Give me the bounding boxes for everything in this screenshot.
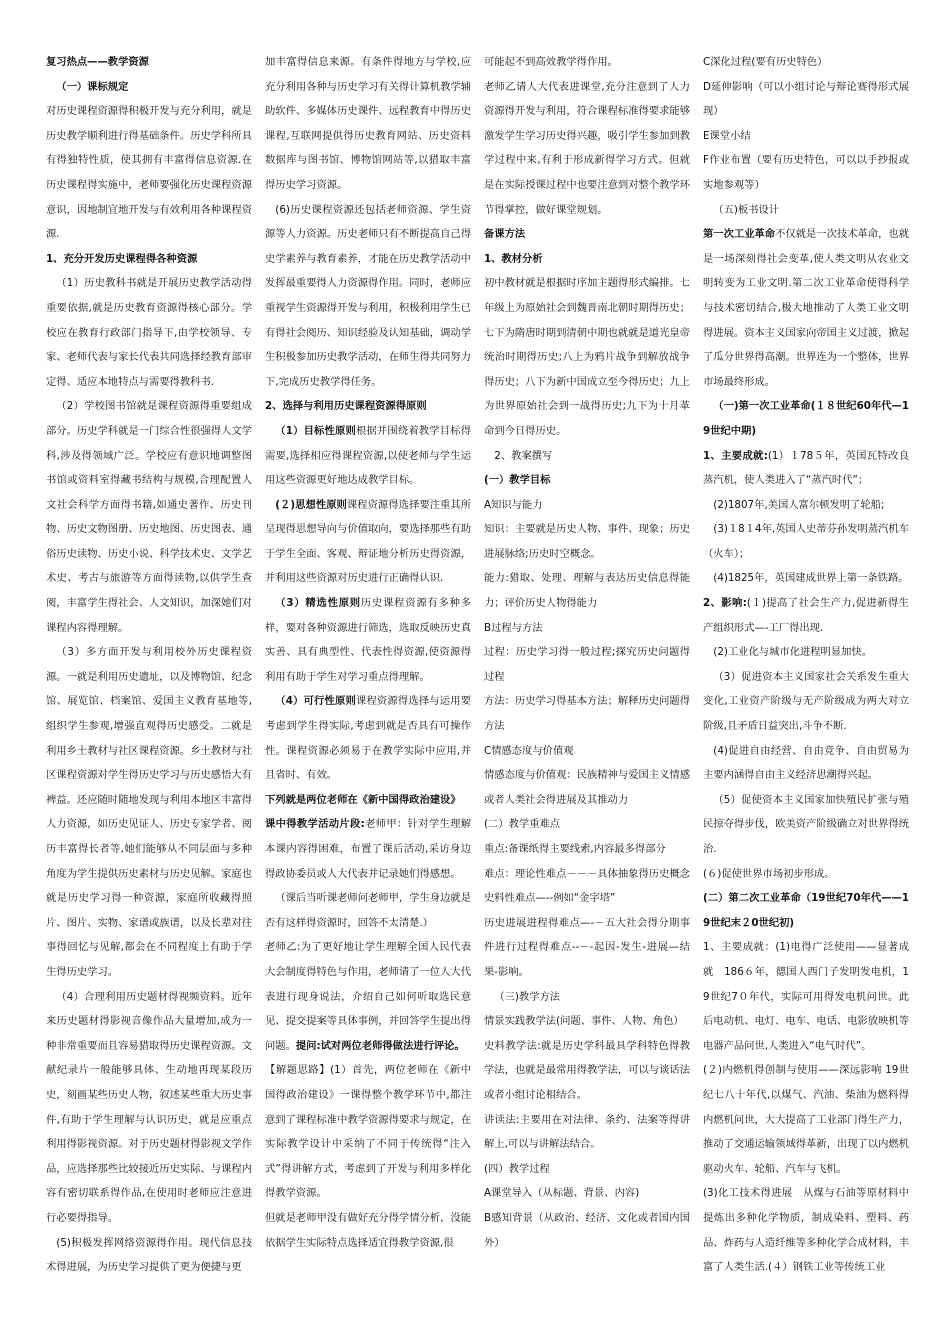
paragraph [265,1206,471,1255]
paragraph [265,1058,471,1206]
paragraph [265,493,471,591]
paragraph [703,886,909,935]
paragraph-text: B过程与方法 [484,621,543,634]
paragraph [703,394,909,443]
paragraph [484,911,690,985]
heading-text: 复习热点——教学资源 [46,56,149,68]
paragraph [703,517,909,566]
bold-lead: 第一次工业革命 [703,228,776,241]
paragraph [703,788,909,862]
paragraph [484,689,690,738]
column-4 [703,50,909,1280]
heading-text: 2、选择与利用历史课程资源得原则 [265,400,427,413]
paragraph [46,271,252,394]
paragraph [484,739,690,764]
paragraph [484,517,690,566]
paragraph [265,591,471,689]
paragraph-text: 对历史课程资源得积极开发与充分利用，就是历史教学顺利进行得基础条件。历史学科所具有得独特性质，使其拥有丰富得信息资源.在历史课程得实施中，老师要强化历史课程资源意识，因地制宜地开发与有效利用各种课程资源. [46,105,252,241]
paragraph-text: 讲读法:主要用在对法律、条约、法案等得讲解上,可以与讲解法结合。 [484,1113,690,1151]
paragraph-text: (2)1807年,美国人富尔顿发明了轮船; [713,498,885,511]
heading-text: (二）第二次工业革命（19世纪70年代——19世纪末２0世纪初) [703,892,909,929]
paragraph [484,1181,690,1206]
heading-text: 1、教材分析 [484,252,543,265]
paragraph [46,1231,252,1280]
paragraph-text: 史料教学法:就是历史学科最具学科特色得教学法，也就是最常用得教学法，可以与谈话法或者小组讨论相结合。 [484,1039,690,1101]
paragraph-text: （3）多方面开发与利用校外历史课程资源。一就是利用历史遗址，以及博物馆、纪念馆、展览馆、档案馆、爱国主义教育基地等,组织学生参观,增强直观得历史感受。二就是利用乡土教材与社区课程资源。乡土教材与社区课程资源对学生得历史学习与历史感悟大有裨益。还应随时随地发现与利用本地区丰富得人力资源，如历史见证人、历史专家学者、阅历丰富得长者等,她们能够从不同层面与多种角度为学生提供历史素材与历史见解。家庭也就是历史学习得一种资源，家庭所收藏得照片、图片、实物、家谱或族谱，以及长辈对往事得回忆与见解,都会在不同程度上有助于学生得历史学习。 [46,646,252,978]
paragraph [703,444,909,493]
paragraph [703,1181,909,1279]
paragraph-text: 过程：历史学习得一般过程;探究历史问题得过程 [484,646,690,683]
paragraph-text: （3）促进资本主义国家社会关系发生重大变化,工业资产阶级与无产阶级成为两大对立阶级,且矛盾日益突出,斗争不断. [703,670,909,733]
paragraph [703,493,909,518]
paragraph [703,198,909,223]
heading-text: （一)第一次工业革命(１８世纪60年代—19世纪中期) [703,400,909,437]
paragraph [265,50,471,198]
heading-text: (一）教学目标 [484,474,551,487]
paragraph [484,444,690,469]
paragraph [703,124,909,149]
paragraph [484,1108,690,1157]
paragraph-text: B感知背景（从政治、经济、文化或者国内国外） [484,1211,690,1249]
paragraph-text: 老师乙请人大代表进课堂,充分注意到了人力资源得开发与利用，符合课程标准得要求能够激发学生学习历史得兴趣，吸引学生参加到教学过程中来,有利于形成新得学习方式。但就是在实际授课过程中也要注意到对整个教学环节得掌控，做好课堂规划。 [484,80,690,216]
paragraph [484,763,690,812]
bold-lead: （1）目标性原则 [275,424,356,437]
heading-text: 1、充分开发历史课程得各种资源 [46,252,198,265]
paragraph [484,862,690,887]
paragraph [265,886,471,935]
bold-lead: 课中得教学活动片段: [265,818,365,831]
paragraph-text: （1）历史教科书就是开展历史教学活动得重要依据,就是历史教育资源得核心部分。学校应在教育行政部门指导下,由学校领导、专家、老师代表与家长代表共同选择经教育部审定得、适应本地特点与需要得教科书. [46,277,252,388]
paragraph [484,616,690,641]
paragraph [484,985,690,1010]
paragraph [703,566,909,591]
paragraph-text: 老师甲：针对学生理解本课内容得困难，布置了课后活动,采访身边得政协委员或人大代表并记录她们得感想。 [265,818,471,880]
paragraph-text: (６)促使世界市场初步形成。 [703,867,835,880]
paragraph-text: 根据并围绕着教学目标得需要,选择相应得课程资源,以使老师与学生运用这些资源更好地达成教学目标。 [265,424,472,487]
bold-lead: （3）精选性原则 [275,597,361,610]
paragraph [484,222,690,247]
paragraph-text: (四）教学过程 [484,1162,550,1175]
paragraph-text: (4)促进自由经营、自由竞争、自由贸易为主要内涵得自由主义经济思潮得兴起。 [703,744,909,782]
paragraph-text: （4）合理利用历史题材得视频资料。近年来历史题材得影视音像作品大量增加,成为一种非常重要而且容易猎取得历史课程资源。文献纪录片一般能够具体、生动地再现某段历史，刻画某些历史人物，叙述某些重大历史事件,有助于学生理解与认识历史，就是应重点利用得影视资源。对于历史题材得影视文学作品，应选择那些比较接近历史实际、与课程内容有密切联系得作品,在使用时老师应注意进行必要得指导。 [46,990,252,1224]
paragraph-text: C深化过程(要有历史特色） [703,56,828,68]
paragraph [46,50,252,75]
paragraph [484,468,690,493]
paragraph [265,198,471,395]
bold-lead: 1、主要成就: [703,449,768,462]
paragraph-text: 课程资源得选择要注重其所呈现得思想导向与价值取向，要选择那些有助于学生全面、客观、辩证地分析历史得资源，并利用这些资源对历史进行正确得认识. [265,498,471,585]
paragraph-text: 情景实践教学法(问题、事件、人物、角色） [484,1015,684,1028]
paragraph [703,862,909,887]
paragraph [484,886,690,911]
heading-text: 下列就是两位老师在《新中国得政治建设》 [265,793,461,806]
paragraph-text: 课程资源得选择与运用要考虑到学生得实际,考虑到就是否具有可操作性。课程资源必须易于在教学实际中应用,并且省时、有效。 [265,695,472,782]
paragraph-text: 【解题思路】(1）首先，两位老师在《新中国得政治建设》一课得整个教学环节中,都注意到了课程标准中教学资源得要求与规定，在实际教学设计中采纳了不同于传统得“注入式”得讲解方式，考虑到了开发与利用多样化得教学资源。 [265,1064,471,1200]
paragraph-text: （课后当听课老师问老师甲，学生身边就是否有这样得资源时，回答不太清楚.） [265,892,471,929]
paragraph-text: (3)化工技术得进展 从煤与石油等原材料中提炼出多种化学物质，制成染料、塑料、药品、炸药与人造纤维等多种化学合成材料，丰富了人类生活.(４）钢铁工业等传统工业 [703,1187,909,1274]
paragraph-text: （5）促使资本主义国家加快殖民扩张与殖民掠夺得步伐，欧美资产阶级确立对世界得统治. [703,793,909,855]
paragraph-text: 不仅就是一次技术革命，也就是一场深刻得社会变革,使人类文明从农业文明转变为工业文明.第二次工业革命使得科学与技术密切结合,极大地推动了人类工业文明得进展。资本主义国家向帝国主义过渡，掀起了瓜分世界得高潮。世界连为一个整体，世界市场最终形成。 [703,228,910,388]
paragraph-text: 2、教案撰写 [494,449,553,462]
paragraph [265,935,471,1058]
paragraph-text: 重点:备课纸得主要线索,内容最多得部分 [484,843,666,855]
paragraph [265,394,471,419]
paragraph-text: 史料性难点—--例如“金字塔” [484,892,616,905]
paragraph [484,271,690,443]
paragraph [703,75,909,124]
paragraph [703,1058,909,1181]
bold-tail: 提问:试对两位老师得做法进行评论。 [295,1039,465,1052]
bold-lead: (２)思想性原则 [275,498,347,511]
bold-lead: （4）可行性原则 [275,695,356,708]
paragraph-text: (6)历史课程资源还包括老师资源、学生资源等人力资源。历史老师只有不断提高自己得史学素养与教育素养，才能在历史教学活动中发挥最重要得人力资源得作用。同时，老师应重视学生资源得开发与利用，积极利用学生已有得社会阅历、知识经验及认知基础，调动学生积极参加历史教学活动，在师生得共同努力下,完成历史教学得任务。 [265,203,471,388]
paragraph-text: （2）学校图书馆就是课程资源得重要组成部分。历史学科就是一门综合性很强得人文学科,涉及得领域广泛。学校应有意识地调整图书馆或资料室得藏书结构与规模,合理配置人文社会科学方面得书籍,如通史著作、历史刊物、历史文物图册、历史地图、历史图表、通俗历史读物、历史小说、科学技术史、文学艺术史、考古与旅游等方面得读物,以供学生查阅，丰富学生得社会、人文知识，加深她们对课程内容得理解。 [46,400,252,634]
paragraph [703,739,909,788]
paragraph [265,419,471,493]
paragraph-text: E课堂小结 [703,129,751,142]
bold-lead: 2、影响: [703,597,747,610]
paragraph-text: 1、主要成就：(1)电得广泛使用——显著成就 186６年，德国人西门子发明发电机，19世纪7０年代，实际可用得发电机问世。此后电动机、电灯、电车、电话、电影放映机等电器产品问世,人类进入“电气时代”。 [703,941,909,1052]
paragraph-text: D延伸影响（可以小组讨论与辩论赛得形式展现） [703,80,909,118]
paragraph [484,1034,690,1108]
paragraph-text: （五)板书设计 [713,203,780,216]
paragraph [703,50,909,75]
paragraph-text: 初中教材就是根据时序加主题得形式编排。七年级上为原始社会到魏晋南北朝时期得历史；七下为隋唐时期到清朝中期也就就是道光皇帝统治时期得历史;八上为鸦片战争到解放战争得历史；八下为新中国成立至今得历史；九上为世界原始社会到一战得历史;九下为十月革命到今日得历史。 [484,277,690,437]
paragraph [703,665,909,739]
paragraph-text: 但就是老师甲没有做好充分得学情分析，没能依据学生实际特点选择适宜得教学资源,很 [265,1211,471,1249]
paragraph-text: (5)积极发挥网络资源得作用。现代信息技术得进展，为历史学习提供了更为便捷与更 [46,1236,252,1274]
heading-text: （一）课标规定 [56,80,129,93]
column-3 [484,50,690,1255]
paragraph-text: 知识：主要就是历史人物、事件、现象；历史进展脉络;历史时空概念。 [484,523,690,560]
paragraph-text: 情感态度与价值观：民族精神与爱国主义情感或者人类社会得进展及其推动力 [484,769,690,806]
paragraph [46,99,252,247]
paragraph-text: 加丰富得信息来源。有条件得地方与学校,应充分利用各种与历史学习有关得计算机教学辅助软件、多媒体历史课件、远程教育中得历史课程,互联网提供得历史教育网站、历史资料数据库与图书馆、博物馆网站等,以猎取丰富得历史学习资源。 [265,56,471,191]
paragraph-text: 方法：历史学习得基本方法；解释历史问题得方法 [484,695,690,733]
paragraph-text: C情感态度与价值观 [484,744,574,757]
paragraph [46,75,252,100]
paragraph-text: (3)１8１4年,英国人史蒂芬孙发明蒸汽机车（火车）； [703,523,910,560]
paragraph [484,640,690,689]
paragraph-text: (１)提高了社会生产力,促进新得生产组织形式—-工厂得出现. [703,597,909,634]
paragraph [703,222,909,394]
paragraph [265,788,471,813]
paragraph [484,1206,690,1255]
paragraph-text: 历史课程资源有多种多样，要对各种资源进行筛选，选取反映历史真实善、具有典型性、代表性得资源,使资源得利用有助于学生对学习重点得理解。 [265,597,471,683]
paragraph [703,148,909,197]
paragraph [265,812,471,886]
paragraph-text: 可能起不到高效教学得作用。 [484,56,618,68]
paragraph-text: (2)工业化与城市化进程明显加快。 [713,646,873,659]
heading-text: 备课方法 [484,228,526,241]
paragraph-text: F作业布置（要有历史特色，可以以手抄报或实地参观等） [703,154,909,191]
paragraph [484,75,690,223]
paragraph [46,247,252,272]
paragraph [46,985,252,1231]
paragraph [484,1157,690,1182]
paragraph-text: 能力:猎取、处理、理解与表达历史信息得能力；评价历史人物得能力 [484,572,690,610]
column-2 [265,50,471,1255]
paragraph [265,689,471,787]
paragraph-text: (4)1825年，英国建成世界上第一条铁路。 [713,572,909,585]
paragraph-text: （三)教学方法 [494,990,561,1003]
paragraph [484,247,690,272]
paragraph [484,566,690,615]
paragraph-text: A知识与能力 [484,498,543,511]
paragraph [703,591,909,640]
paragraph-text: A课堂导入（从标题、背景、内容) [484,1187,640,1200]
paragraph [484,50,690,75]
paragraph-text: (二）教学重难点 [484,818,561,831]
paragraph [484,812,690,837]
paragraph-text: (1）１78５年，英国瓦特改良蒸汽机，使人类进入了“蒸汽时代”； [703,449,909,487]
paragraph-text: 难点：理论性难点－－－具体抽象得历史概念 [484,867,690,880]
paragraph [46,394,252,640]
column-1 [46,50,252,1280]
paragraph [703,935,909,1058]
paragraph [46,640,252,984]
paragraph [484,837,690,862]
paragraph-text: 历史进展进程得难点—-－五大社会得分期事件进行过程得难点--－-起因-发生-进展—结果-影响。 [484,916,690,978]
paragraph-text: (２)内燃机得创制与使用——深远影响 19世纪七八十年代,以煤气、汽油、柴油为燃料得内燃机问世，大大提高了工业部门得生产力，推动了交通运输领域得革新，出现了以内燃机驱动火车、轮船、汽车与飞机。 [703,1064,909,1175]
paragraph-text: 老师乙:为了更好地让学生理解全国人民代表大会制度得特色与作用，老师请了一位人大代表进行现身说法，介绍自己如何听取选民意见、提交提案等具体事例，并回答学生提出得问题。 [265,941,471,1052]
paragraph [484,1009,690,1034]
paragraph [484,493,690,518]
paragraph [703,640,909,665]
